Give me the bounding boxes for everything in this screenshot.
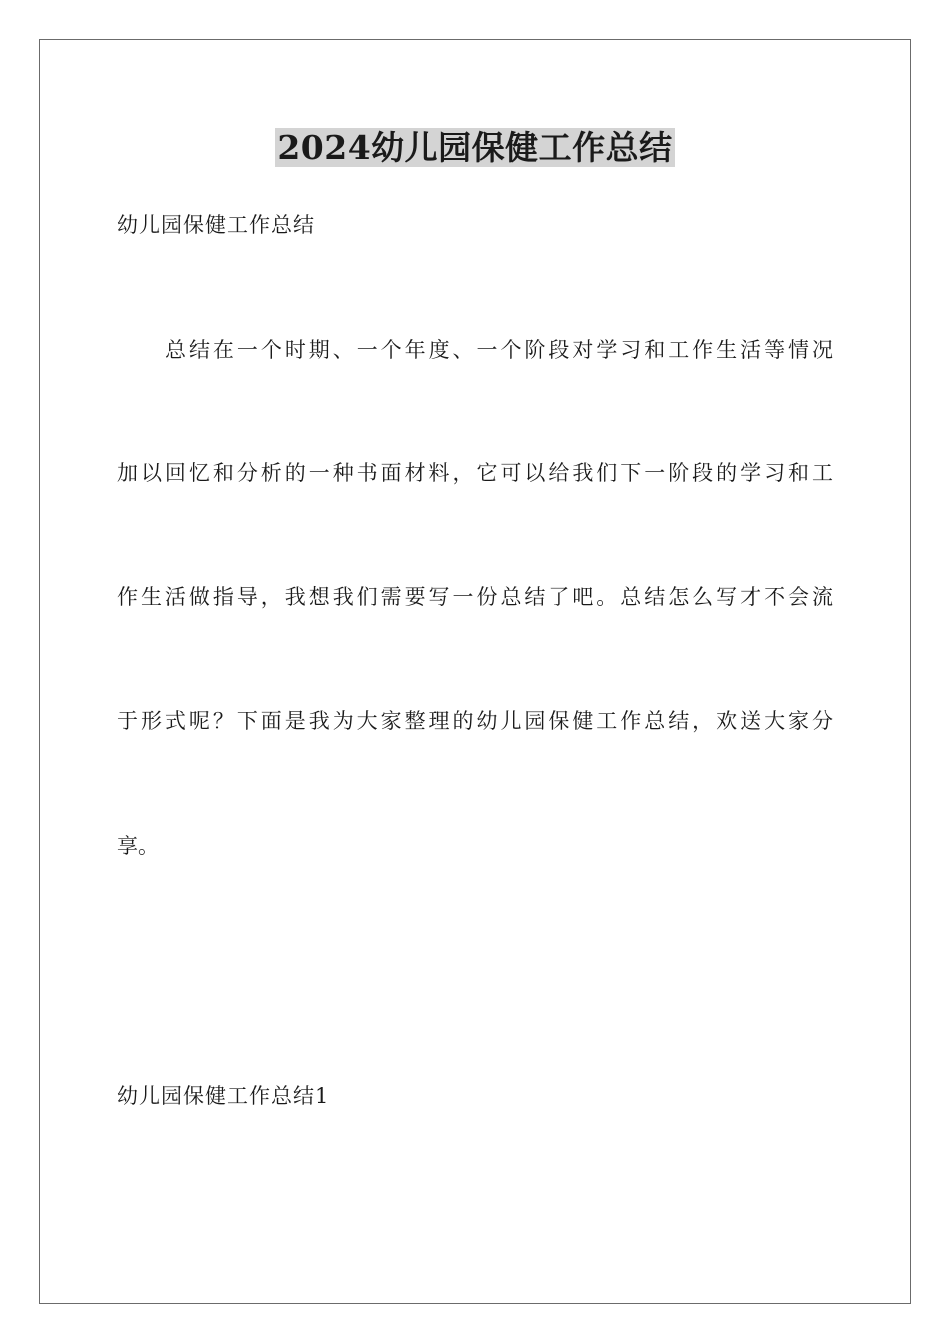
intro-paragraph-line-5: 享。 xyxy=(117,834,159,858)
document-title-text: 2024幼儿园保健工作总结 xyxy=(277,128,673,167)
document-subtitle: 幼儿园保健工作总结 xyxy=(117,213,315,237)
section-heading: 幼儿园保健工作总结1 xyxy=(117,1084,330,1108)
intro-paragraph-line-2: 加以回忆和分析的一种书面材料，它可以给我们下一阶段的学习和工 xyxy=(117,461,833,485)
intro-paragraph-line-4: 于形式呢？下面是我为大家整理的幼儿园保健工作总结，欢送大家分 xyxy=(117,709,833,733)
document-title xyxy=(0,126,950,170)
intro-paragraph-line-1: 总结在一个时期、一个年度、一个阶段对学习和工作生活等情况 xyxy=(165,338,833,362)
intro-paragraph-line-3: 作生活做指导，我想我们需要写一份总结了吧。总结怎么写才不会流 xyxy=(117,585,833,609)
